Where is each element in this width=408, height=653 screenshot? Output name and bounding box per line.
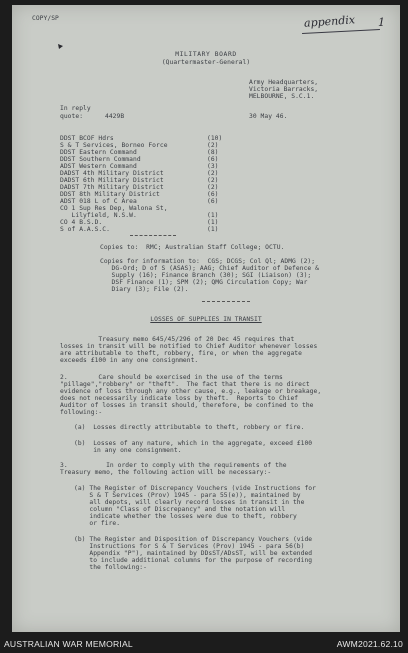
paragraph-line: the following:- bbox=[74, 564, 147, 571]
paragraph-line: indicate whether the losses were due to theft, robbery bbox=[74, 513, 297, 520]
paragraph-line: Treasury memo 645/45/296 of 20 Dec 45 requires that bbox=[60, 336, 295, 343]
list-item: CO 1 Sup Res Dep, Walona St, bbox=[60, 205, 168, 212]
paragraph-line: losses in transit will be notified to Chief Auditor whenever losses bbox=[60, 343, 318, 350]
list-item-count: (2) bbox=[207, 177, 219, 184]
list-item: DDST Southern Command bbox=[60, 156, 141, 163]
quote-value: 4429B bbox=[105, 113, 125, 120]
paragraph-line: or fire. bbox=[74, 520, 121, 527]
list-item-count: (2) bbox=[207, 142, 219, 149]
paragraph-line: 3. In order to comply with the requirements of the bbox=[60, 462, 287, 469]
paragraph-line: Treasury memo, the following action will be necessary:- bbox=[60, 469, 272, 476]
list-item-count: (1) bbox=[207, 219, 219, 226]
section-title: LOSSES OF SUPPLIES IN TRANSIT bbox=[150, 316, 262, 323]
divider bbox=[130, 235, 176, 236]
archive-footer bbox=[0, 636, 408, 653]
copies-to: Copies to: RMC; Australian Staff College; OCTU. bbox=[100, 244, 285, 251]
list-item-count: (1) bbox=[207, 226, 219, 233]
paragraph-line: exceeds £100 in any one consignment. bbox=[60, 357, 199, 364]
paragraph-line: following:- bbox=[60, 409, 103, 416]
list-item: ADST Western Command bbox=[60, 163, 137, 170]
list-item: DDST BCOF Hdrs bbox=[60, 135, 114, 142]
address-line-3: MELBOURNE, S.C.1. bbox=[249, 93, 315, 100]
paragraph-line: evidence of loss through any other cause, e.g., leakage or breakage, bbox=[60, 388, 322, 395]
document-subtitle: (Quartermaster-General) bbox=[161, 59, 251, 66]
list-item-count: (1) bbox=[207, 212, 219, 219]
paragraph-line: Appendix "P"), maintained by DDsST/ADsST, will be extended bbox=[74, 550, 313, 557]
paragraph-line: to include additional columns for the purpose of recording bbox=[74, 557, 313, 564]
list-item-count: (2) bbox=[207, 170, 219, 177]
paragraph-line: in any one consignment. bbox=[74, 447, 182, 454]
copies-info-line: Supply (16); Finance Branch (30); SGI (Liaison) (3); bbox=[100, 272, 312, 279]
paragraph-line: "pillage","robbery" or "theft". The fact that there is no direct bbox=[60, 381, 310, 388]
list-item: DADST 6th Military District bbox=[60, 177, 164, 184]
reply-label: In reply bbox=[60, 105, 91, 112]
list-item: CO 4 B.S.D. bbox=[60, 219, 103, 226]
filing-mark-icon bbox=[57, 43, 64, 50]
list-item: DADST 7th Military District bbox=[60, 184, 164, 191]
paragraph-line: Instructions for S & T Services (Prov) 1945 - para 56(b) bbox=[74, 543, 305, 550]
list-item: ADST 018 L of C Area bbox=[60, 198, 137, 205]
address-line-1: Army Headquarters, bbox=[249, 79, 319, 86]
list-item: S of A.A.S.C. bbox=[60, 226, 110, 233]
item-a: (a) Losses directly attributable to theft, robbery or fire. bbox=[74, 424, 305, 431]
list-item: Lilyfield, N.S.W. bbox=[60, 212, 137, 219]
handwritten-annotation: appendix bbox=[303, 13, 356, 30]
quote-label: quote: bbox=[60, 113, 84, 120]
copies-info-line: Diary (3); File (2). bbox=[100, 286, 189, 293]
footer-accession-number: AWM2021.62.10 bbox=[336, 639, 403, 649]
paragraph-line: are attributable to theft, robbery, fire, or when the aggregate bbox=[60, 350, 302, 357]
paragraph-line: does not necessarily indicate loss by theft. Reports to Chief bbox=[60, 395, 299, 402]
paragraph-line: (b) The Register and Disposition of Discrepancy Vouchers (vide bbox=[74, 536, 313, 543]
paragraph-line: Auditor of losses in transit should, therefore, be confined to the bbox=[60, 402, 314, 409]
paragraph-line: (b) Losses of any nature, which in the aggregate, exceed £100 bbox=[74, 440, 313, 447]
list-item: DDST Eastern Command bbox=[60, 149, 137, 156]
paragraph-line: (a) The Register of Discrepancy Vouchers (vide Instructions for bbox=[74, 485, 316, 492]
footer-source: AUSTRALIAN WAR MEMORIAL bbox=[4, 639, 133, 649]
handwritten-underline bbox=[302, 29, 380, 34]
handwritten-number: 1 bbox=[378, 16, 385, 29]
paragraph-line: column "Class of Discrepancy" and the notation will bbox=[74, 506, 286, 513]
paragraph-line: S & T Services (Prov) 1945 - para 55(e)), maintained by bbox=[74, 492, 301, 499]
copies-info-line: DG-Ord; D of S (ASAS); AAG; Chief Auditor of Defence & bbox=[100, 265, 319, 272]
list-item: DADST 4th Military District bbox=[60, 170, 164, 177]
paragraph-line: 2. Care should be exercised in the use of the terms bbox=[60, 374, 283, 381]
address-line-2: Victoria Barracks, bbox=[249, 86, 319, 93]
list-item-count: (6) bbox=[207, 191, 219, 198]
list-item-count: (3) bbox=[207, 163, 219, 170]
document-date: 30 May 46. bbox=[249, 113, 288, 120]
paragraph-line: all depots, will clearly record losses in transit in the bbox=[74, 499, 305, 506]
list-item-count: (6) bbox=[207, 156, 219, 163]
copies-info-line: Copies for information to: CGS; DCGS; Col Ql; ADMG (2); bbox=[100, 258, 316, 265]
list-item-count: (10) bbox=[207, 135, 223, 142]
copies-info-line: DSF Finance (1); SPM (2); QMG Circulation Copy; War bbox=[100, 279, 308, 286]
document-page bbox=[12, 5, 400, 632]
list-item: S & T Services, Borneo Force bbox=[60, 142, 168, 149]
list-item-count: (6) bbox=[207, 198, 219, 205]
list-item: DDST 8th Military District bbox=[60, 191, 160, 198]
list-item-count: (8) bbox=[207, 149, 219, 156]
document-title: MILITARY BOARD bbox=[175, 51, 237, 58]
list-item-count: (2) bbox=[207, 184, 219, 191]
copy-reference: COPY/SP bbox=[32, 15, 59, 22]
divider bbox=[202, 301, 250, 302]
